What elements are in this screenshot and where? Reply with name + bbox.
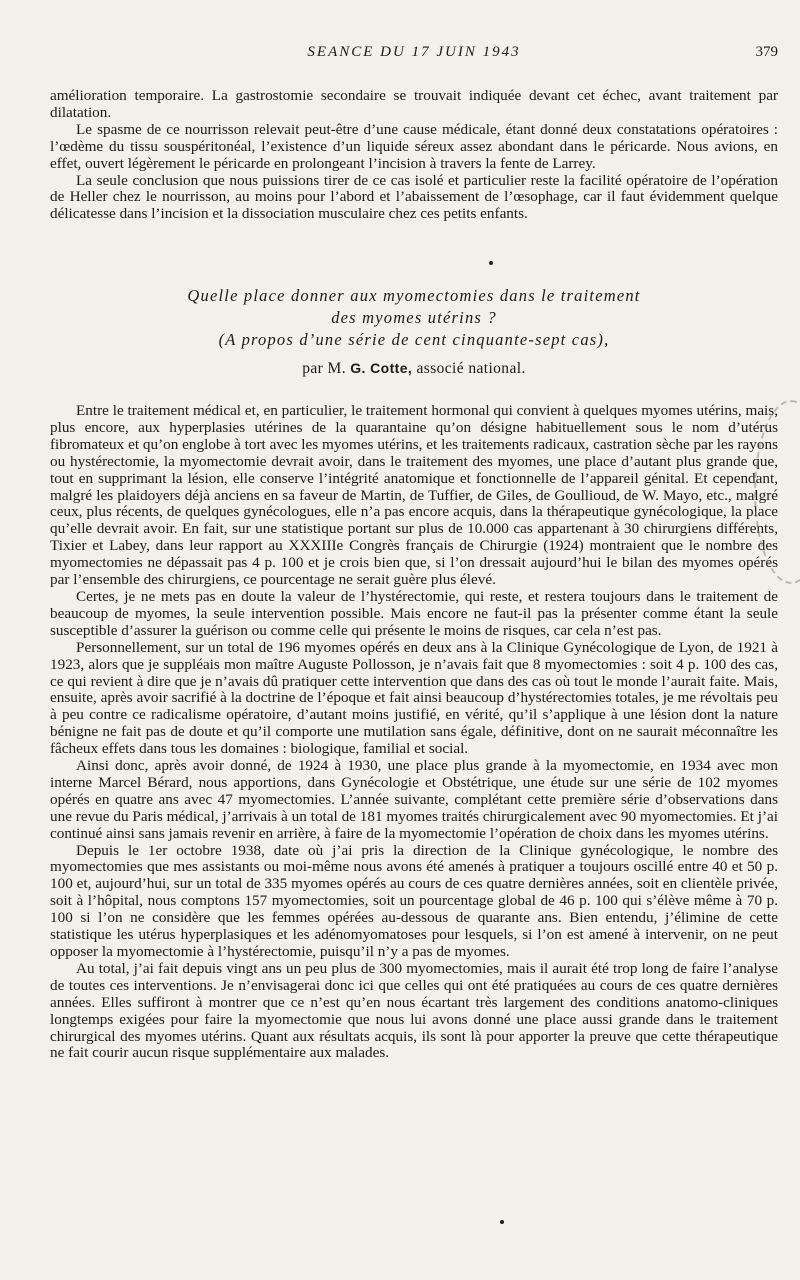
paragraph: amélioration temporaire. La gastrostomie secondaire se trouvait indiquée devant cet échec, avant traitement par dilatation. [50, 87, 778, 121]
article-body [50, 403, 778, 1062]
page-header [50, 44, 778, 66]
article-heading [50, 285, 778, 378]
paragraph: Depuis le 1er octobre 1938, date où j’ai pris la direction de la Clinique gynécologique, le nombre des myomectomies que mes assistants ou moi-même nous avons été amenés à pratiquer a toujours oscillé entre 40 et 50 p. 100 et, aujourd’hui, sur un total de 335 myomes opérés au cours de ces quatre dernières années, soit en clientèle privée, soit à l’hôpital, nous comptons 157 myomectomies, soit un pourcentage global de 46 p. 100 qui s’élève même à 70 p. 100 si l’on ne considère que les femmes opérées au-dessous de quarante ans. Bien entendu, j’élimine de cette statistique les utérus hyperplasiques et les adénomyomatoses pour lesquels, si l’on est amené à intervenir, on ne peut opposer la myomectomie à l’hystérectomie, puisqu’il n’y a pas de myomes. [50, 841, 778, 960]
author-affiliation: associé national. [416, 360, 526, 377]
previous-article-end [50, 88, 778, 223]
article-title-line-3: (A propos d’une série de cent cinquante-sept cas), [218, 330, 610, 349]
paragraph: Au total, j’ai fait depuis vingt ans un peu plus de 300 myomectomies, mais il aurait été trop long de faire l’analyse de toutes ces interventions. Je n’envisagerai donc ici que celles qui ont été pratiquées au cours de ces quatre dernières années. Elles suffiront à montrer que ce n’est qu’en nous écartant très largement des conditions anatomo-cliniques longtemps exigées pour faire la myomectomie que nous lui avons donné une place aussi grande dans le traitement chirurgical des myomes utérins. Quant aux résultats acquis, ils sont là pour apporter la preuve que cette thérapeutique ne fait courir aucun risque supplémentaire aux malades. [50, 959, 778, 1062]
paragraph: Certes, je ne mets pas en doute la valeur de l’hystérectomie, qui reste, et restera toujours dans le traitement de beaucoup de myomes, la seule intervention possible. Mais encore ne faut-il pas la présenter comme étant la seule susceptible d’assurer la guérison ou comme celle qui présente le moins de risques, car cela n’est pas. [50, 587, 778, 639]
paragraph: Le spasme de ce nourrisson relevait peut-être d’une cause médicale, étant donné deux constatations opératoires : l’œdème du tissu souspéritonéal, l’existence d’un liquide séreux assez abondant dans le péricarde. Nous avions, en effet, ouvert légèrement le péricarde en prolongeant l’incision à travers la fente de Larrey. [50, 120, 778, 172]
article-title-line-1: Quelle place donner aux myomectomies dans le traitement [187, 286, 641, 305]
running-head: SEANCE DU 17 JUIN 1943 [307, 44, 521, 60]
paragraph: La seule conclusion que nous puissions tirer de ce cas isolé et particulier reste la facilité opératoire de l’opération de Heller chez le nourrisson, au moins pour l’abord et l’abaissement de l’œsophage, car il faut évidemment quelque délicatesse dans l’incision et la dissociation musculaire chez ces petits enfants. [50, 171, 778, 223]
paragraph: Personnellement, sur un total de 196 myomes opérés en deux ans à la Clinique Gynécologique de Lyon, de 1921 à 1923, alors que je suppléais mon maître Auguste Pollosson, je n’avais fait que 8 myomectomies : soit 4 p. 100 des cas, ce qui revient à dire que je n’avais dû pratiquer cette intervention que dans des cas où tout le monde l’aurait faite. Mais, ensuite, après avoir sacrifié à la doctrine de l’époque et fait ainsi beaucoup d’hystérectomies totales, je me révoltais peu à peu contre ce radicalisme opératoire, d’autant moins justifié, en vérité, qu’il s’applique à une lésion dont la nature bénigne ne fait pas de doute et qu’il comporte une mutilation sans égale, définitive, dont on ne saurait méconnaître les fâcheux effets dans tous les domaines : biologique, familial et social. [50, 638, 778, 758]
paragraph: Entre le traitement médical et, en particulier, le traitement hormonal qui convient à quelques myomes utérins, mais, plus encore, aux hyperplasies utérines de la quarantaine qu’on désigne habituellement sous le nom d’utérus fibromateux et qu’on englobe à tort avec les myomes utérins, et les traitements radicaux, castration sèche par les rayons ou hystérectomie, la myomectomie devrait avoir, dans le traitement des myomes, une place d’autant plus grande que, tout en supprimant la lésion, elle conserve l’intégrité anatomique et fonctionnelle de l’appareil génital. Et cependant, malgré les plaidoyers déjà anciens en sa faveur de Martin, de Tuffier, de Giles, de Goullioud, de W. Mayo, etc., malgré ceux, plus récents, de quelques gynécologues, elle n’a pas encore acquis, dans la thérapeutique gynécologique, la place qu’elle devrait avoir. En fait, sur une statistique portant sur plus de 10.000 cas appartenant à 30 chirurgiens différents, Tixier et Labey, dans leur rapport au XXXIIIe Congrès français de Chirurgie (1924) montraient que le nombre des myomectomies ne dépassait pas 4 p. 100 et je crois bien que, si l’on dressait aujourd’hui le bilan des myomes opérés par l’ensemble des chirurgiens, ce pourcentage ne serait guère plus élevé. [50, 402, 778, 589]
article-title-line-2: des myomes utérins ? [331, 308, 497, 327]
author-line [50, 360, 778, 378]
page-number: 379 [755, 44, 778, 60]
author-name: G. Cotte, [350, 360, 413, 376]
separator-dot [500, 1220, 504, 1224]
separator-dot [489, 261, 493, 265]
paragraph: Ainsi donc, après avoir donné, de 1924 à 1930, une place plus grande à la myomectomie, en 1934 avec mon interne Marcel Bérard, nous apportions, dans Gynécologie et Obstétrique, une étude sur une série de 102 myomes opérés en quatre ans avec 47 myomectomies. L’année suivante, complétant cette première série d’observations dans une revue du Paris médical, j’arrivais à un total de 181 myomes traités chirurgicalement avec 90 myomectomies. Et j’ai continué ainsi sans jamais revenir en arrière, à faire de la myomectomie l’opération de choix dans les myomes utérins. [50, 757, 778, 842]
author-prefix: par M. [302, 360, 346, 377]
